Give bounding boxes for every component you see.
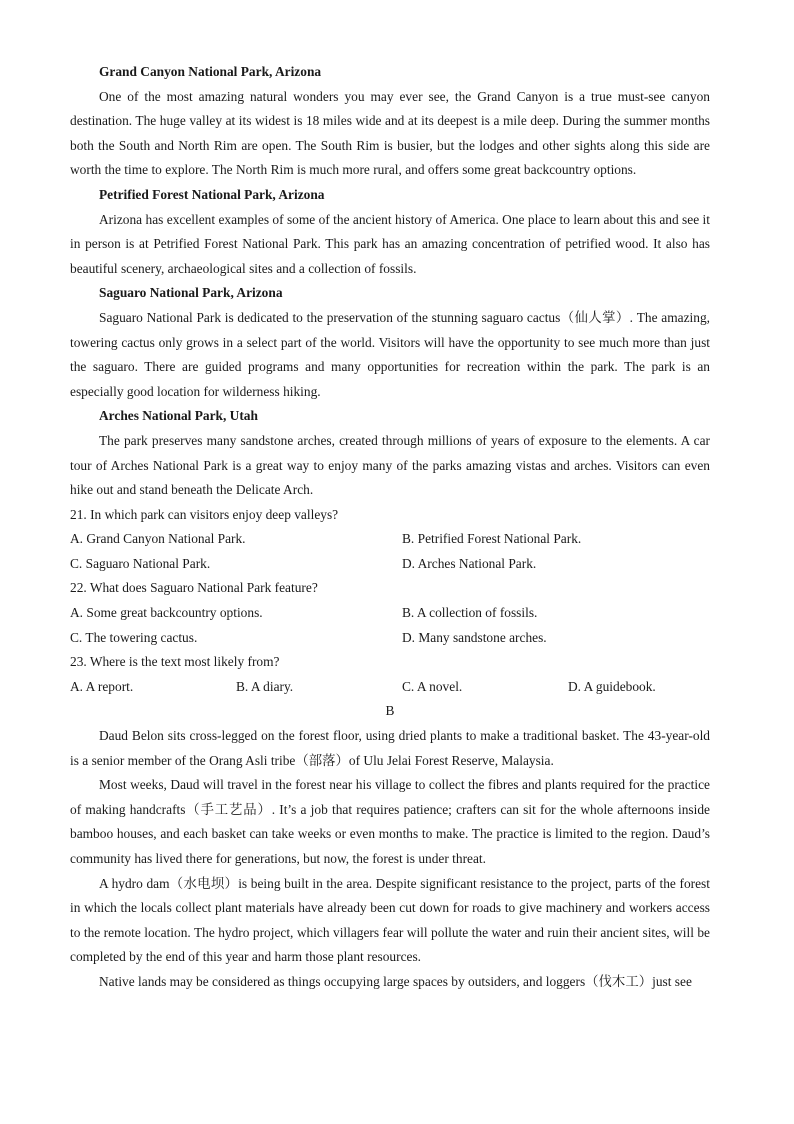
question-21-options-row-2: [70, 552, 710, 577]
question-23-option-a: A. A report.: [70, 678, 134, 694]
document-page: [70, 60, 710, 995]
section-b-paragraph-4: Native lands may be considered as things occupying large spaces by outsiders, and loggers（伐木工）just see: [99, 973, 692, 989]
question-22-option-b: B. A collection of fossils.: [402, 605, 538, 621]
park-heading-petrified-forest: Petrified Forest National Park, Arizona: [99, 186, 325, 202]
question-21-option-b: B. Petrified Forest National Park.: [402, 531, 582, 547]
section-b-paragraph-3: A hydro dam（水电坝）is being built in the area. Despite significant resistance to the project, parts of the forest in which the locals collect plant materials have already been cut down for roads to give machinery and workers access to the remote location. The hydro project, which villagers fear will pollute the water and ruin their ancient sites, will be completed by the end of this year and harm those plant resources.: [70, 875, 710, 965]
question-21-stem: 21. In which park can visitors enjoy deep valleys?: [70, 506, 339, 522]
question-21-option-c: C. Saguaro National Park.: [70, 555, 211, 571]
question-23-option-b: B. A diary.: [236, 678, 294, 694]
question-21-options-row-1: [70, 527, 710, 552]
question-23-option-d: D. A guidebook.: [568, 678, 656, 694]
park-heading-saguaro: Saguaro National Park, Arizona: [99, 285, 283, 301]
park-text-grand-canyon: One of the most amazing natural wonders you may ever see, the Grand Canyon is a true must-see canyon destination. The huge valley at its widest is 18 miles wide and at its deepest is a mile deep. During the summer months both the South and North Rim are open. The South Rim is busier, but the lodges and other sights along this side are worth the time to explore. The North Rim is much more rural, and offers some great backcountry options.: [70, 88, 710, 178]
park-heading-grand-canyon: Grand Canyon National Park, Arizona: [99, 64, 322, 79]
question-22-stem: 22. What does Saguaro National Park feature?: [70, 580, 318, 596]
question-23-stem: 23. Where is the text most likely from?: [70, 654, 280, 670]
park-text-saguaro: Saguaro National Park is dedicated to the preservation of the stunning saguaro cactus（仙人掌）. The amazing, towering cactus only grows in a select part of the world. Visitors will have the opportunity to see much more than just the saguaro. There are guided programs and many opportunities for recreation within the park. The park is an especially good location for wilderness hiking.: [70, 309, 710, 399]
section-b-paragraph-1: Daud Belon sits cross-legged on the forest floor, using dried plants to make a traditional basket. The 43-year-old is a senior member of the Orang Asli tribe（部落）of Ulu Jelai Forest Reserve, Malaysia.: [70, 728, 710, 768]
park-text-arches: The park preserves many sandstone arches, created through millions of years of exposure to the elements. A car tour of Arches National Park is a great way to enjoy many of the parks amazing vistas and arches. Visitors can even hike out and stand beneath the Delicate Arch.: [70, 432, 710, 498]
question-22-option-c: C. The towering cactus.: [70, 629, 198, 645]
park-text-petrified-forest: Arizona has excellent examples of some of the ancient history of America. One place to learn about this and see it in person is at Petrified Forest National Park. This park has an amazing concentration of petrified wood. It also has beautiful scenery, archaeological sites and a collection of fossils.: [70, 211, 710, 276]
park-heading-arches: Arches National Park, Utah: [99, 408, 258, 424]
section-b-label: B: [385, 703, 395, 719]
question-21-option-d: D. Arches National Park.: [402, 555, 537, 571]
question-22-options-row-2: [70, 626, 710, 651]
question-22-option-d: D. Many sandstone arches.: [402, 629, 547, 645]
question-21-option-a: A. Grand Canyon National Park.: [70, 531, 246, 547]
section-b-paragraph-2: Most weeks, Daud will travel in the forest near his village to collect the fibres and plants required for the practice of making handcrafts（手工艺品）. It’s a job that requires patience; crafters can sit for the whole afternoons inside bamboo houses, and each basket can take weeks or even months to make. The practice is limited to the region. Daud’s community has lived there for generations, but now, the forest is under threat.: [70, 777, 710, 866]
question-23-option-c: C. A novel.: [402, 678, 463, 694]
question-22-option-a: A. Some great backcountry options.: [70, 605, 263, 621]
question-23-options-row: [70, 675, 710, 700]
question-22-options-row-1: [70, 601, 710, 626]
